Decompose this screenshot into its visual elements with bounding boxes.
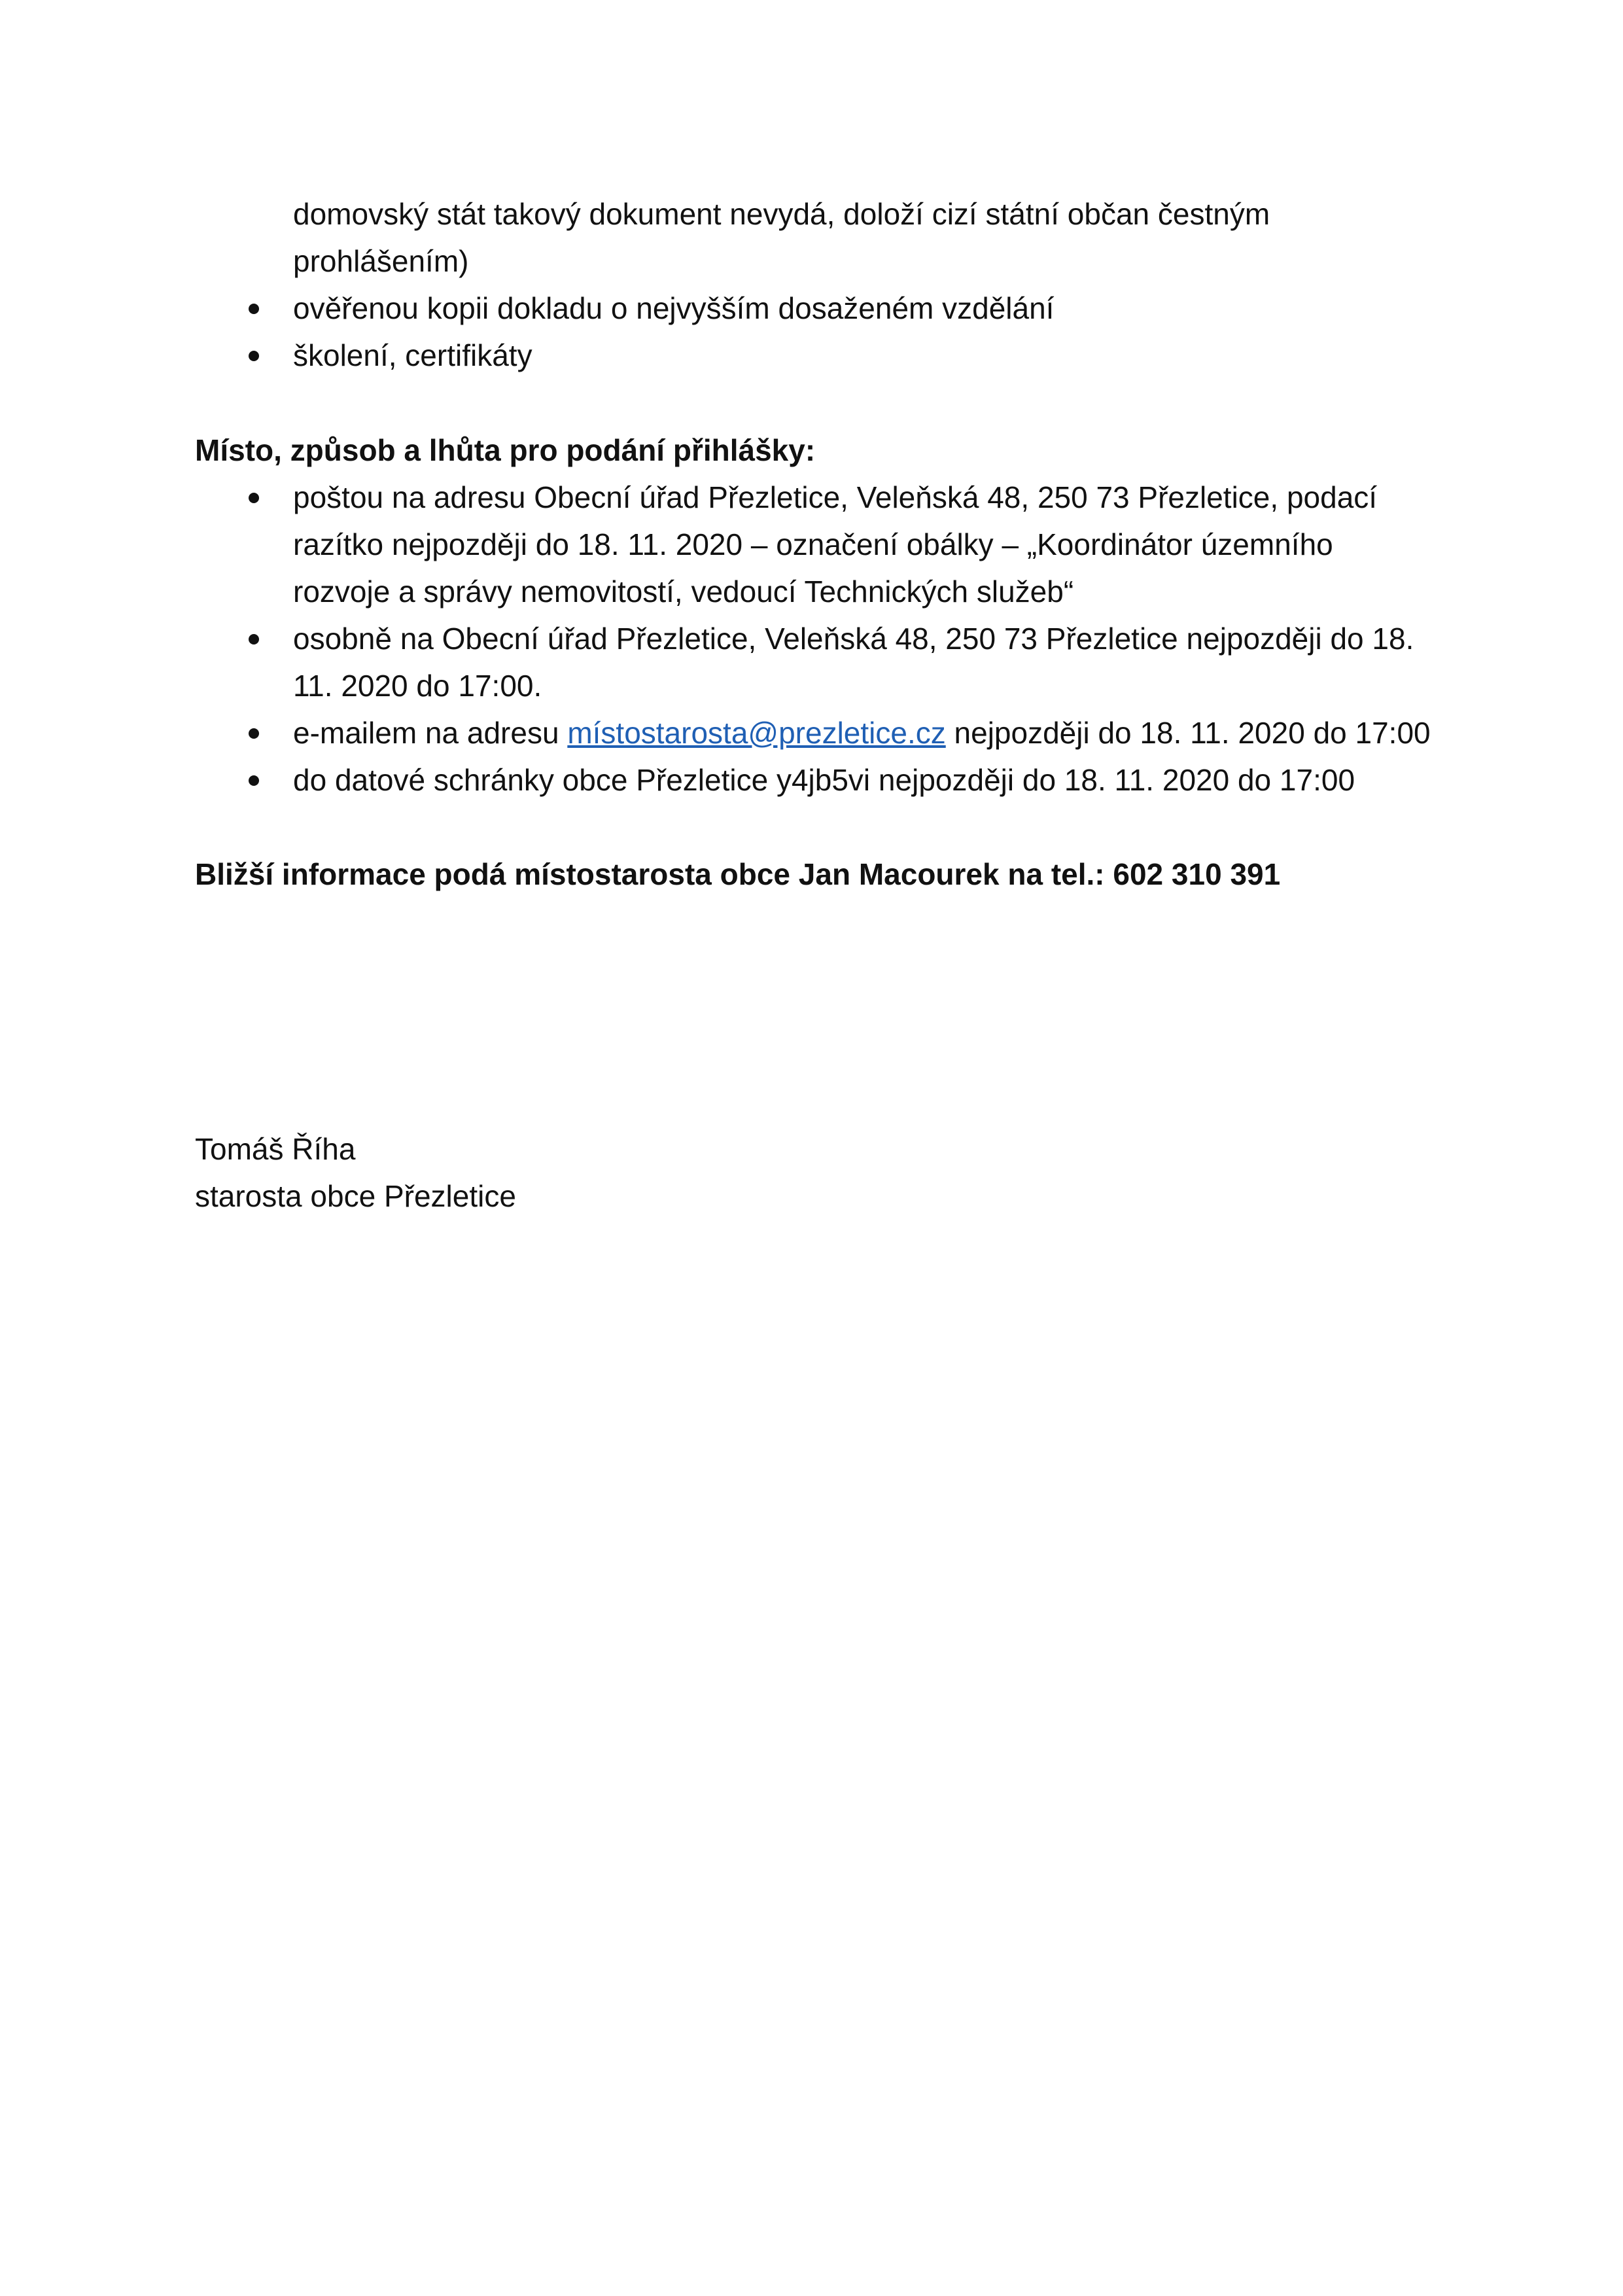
submission-heading: Místo, způsob a lhůta pro podání přihlášky:: [195, 433, 816, 467]
bullet-icon: [249, 634, 259, 645]
bullet-icon: [249, 728, 259, 739]
list-item: osobně na Obecní úřad Přezletice, Veleňská 48, 250 73 Přezletice nejpozději do 18. 11. 2020 do 17:00.: [195, 615, 1431, 709]
bullet-icon: [249, 775, 259, 786]
attachments-list: [195, 285, 1054, 379]
list-item: ověřenou kopii dokladu o nejvyšším dosaženém vzdělání: [195, 285, 1054, 332]
contact-info: Bližší informace podá místostarosta obce Jan Macourek na tel.: 602 310 391: [195, 857, 1281, 891]
continuation-line: prohlášením): [293, 244, 469, 278]
submission-list: [195, 474, 1431, 804]
bullet-icon: [249, 351, 259, 361]
list-item: školení, certifikáty: [195, 332, 1054, 379]
bullet-icon: [249, 304, 259, 314]
continuation-text: [293, 190, 1270, 285]
email-link[interactable]: místostarosta@prezletice.cz: [567, 716, 946, 750]
list-item: do datové schránky obce Přezletice y4jb5vi nejpozději do 18. 11. 2020 do 17:00: [195, 756, 1431, 804]
signature-title: starosta obce Přezletice: [195, 1179, 516, 1213]
continuation-line: domovský stát takový dokument nevydá, doloží cizí státní občan čestným: [293, 197, 1270, 231]
list-item: poštou na adresu Obecní úřad Přezletice, Veleňská 48, 250 73 Přezletice, podací razítko nejpozději do 18. 11. 2020 – označení obálky – „Koordinátor územního rozvoje a správy nemovitostí, vedoucí Technických služeb“: [195, 474, 1431, 615]
signature-name: Tomáš Říha: [195, 1132, 356, 1166]
list-item: e-mailem na adresu místostarosta@prezletice.cz nejpozději do 18. 11. 2020 do 17:00: [195, 709, 1431, 756]
signature: [195, 1125, 516, 1220]
bullet-icon: [249, 493, 259, 503]
